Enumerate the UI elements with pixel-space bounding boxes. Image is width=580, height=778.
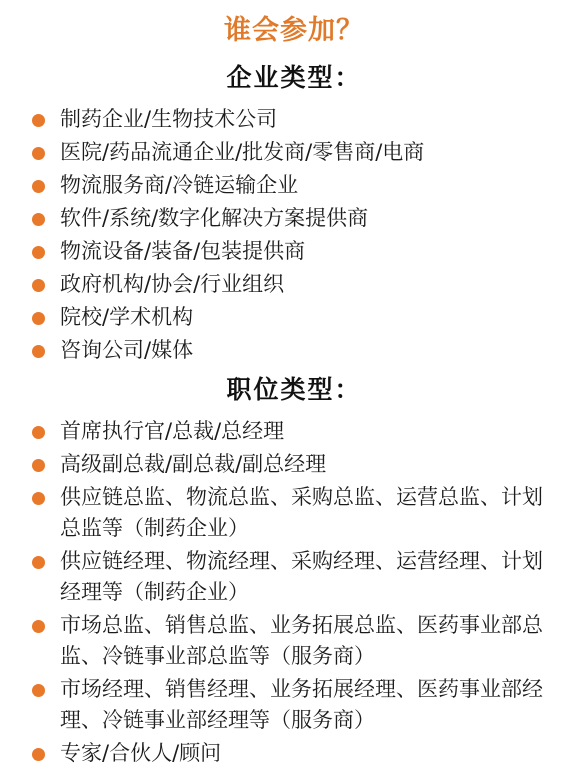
bullet-dot-icon [32, 459, 45, 472]
list-item [28, 449, 560, 480]
list-item [28, 738, 560, 769]
list-item-text: 物流服务商/冷链运输企业 [60, 173, 299, 197]
list-item [28, 302, 560, 333]
list-item [28, 610, 560, 672]
bullet-dot-icon [32, 312, 45, 325]
list-item-text: 医院/药品流通企业/批发商/零售商/电商 [60, 140, 425, 164]
list-item-text: 软件/系统/数字化解决方案提供商 [60, 206, 369, 230]
list-item [28, 236, 560, 267]
list-item-text: 市场经理、销售经理、业务拓展经理、医药事业部经理、冷链事业部经理等（服务商） [60, 677, 543, 732]
bullet-dot-icon [32, 556, 45, 569]
list-item-text: 专家/合伙人/顾问 [60, 741, 222, 765]
list-item [28, 137, 560, 168]
bullet-dot-icon [32, 620, 45, 633]
list-item-text: 供应链总监、物流总监、采购总监、运营总监、计划总监等（制药企业） [60, 485, 543, 540]
bullet-dot-icon [32, 426, 45, 439]
list-item [28, 416, 560, 447]
bullet-dot-icon [32, 748, 45, 761]
bullet-dot-icon [32, 180, 45, 193]
page-title: 谁会参加？ [224, 15, 364, 46]
list-item-text: 物流设备/装备/包装提供商 [60, 239, 306, 263]
list-item-text: 市场总监、销售总监、业务拓展总监、医药事业部总监、冷链事业部总监等（服务商） [60, 613, 543, 668]
bullet-dot-icon [32, 492, 45, 505]
section-heading-position-types: 职位类型： [226, 375, 362, 404]
list-item [28, 269, 560, 300]
list-item [28, 170, 560, 201]
list-item [28, 674, 560, 736]
list-item-text: 首席执行官/总裁/总经理 [60, 419, 285, 443]
list-item [28, 104, 560, 135]
bullet-dot-icon [32, 246, 45, 259]
list-item [28, 203, 560, 234]
list-item-text: 政府机构/协会/行业组织 [60, 272, 285, 296]
list-item-text: 制药企业/生物技术公司 [60, 107, 278, 131]
list-item [28, 546, 560, 608]
bullet-dot-icon [32, 147, 45, 160]
list-item-text: 供应链经理、物流经理、采购经理、运营经理、计划经理等（制药企业） [60, 549, 543, 604]
company-types-list [28, 104, 560, 366]
bullet-dot-icon [32, 213, 45, 226]
section-heading-company-types: 企业类型： [226, 63, 362, 92]
list-item [28, 482, 560, 544]
position-types-list [28, 416, 560, 769]
bullet-dot-icon [32, 114, 45, 127]
bullet-dot-icon [32, 345, 45, 358]
list-item-text: 咨询公司/媒体 [60, 338, 194, 362]
list-item-text: 高级副总裁/副总裁/副总经理 [60, 452, 327, 476]
list-item-text: 院校/学术机构 [60, 305, 194, 329]
list-item [28, 335, 560, 366]
bullet-dot-icon [32, 684, 45, 697]
bullet-dot-icon [32, 279, 45, 292]
